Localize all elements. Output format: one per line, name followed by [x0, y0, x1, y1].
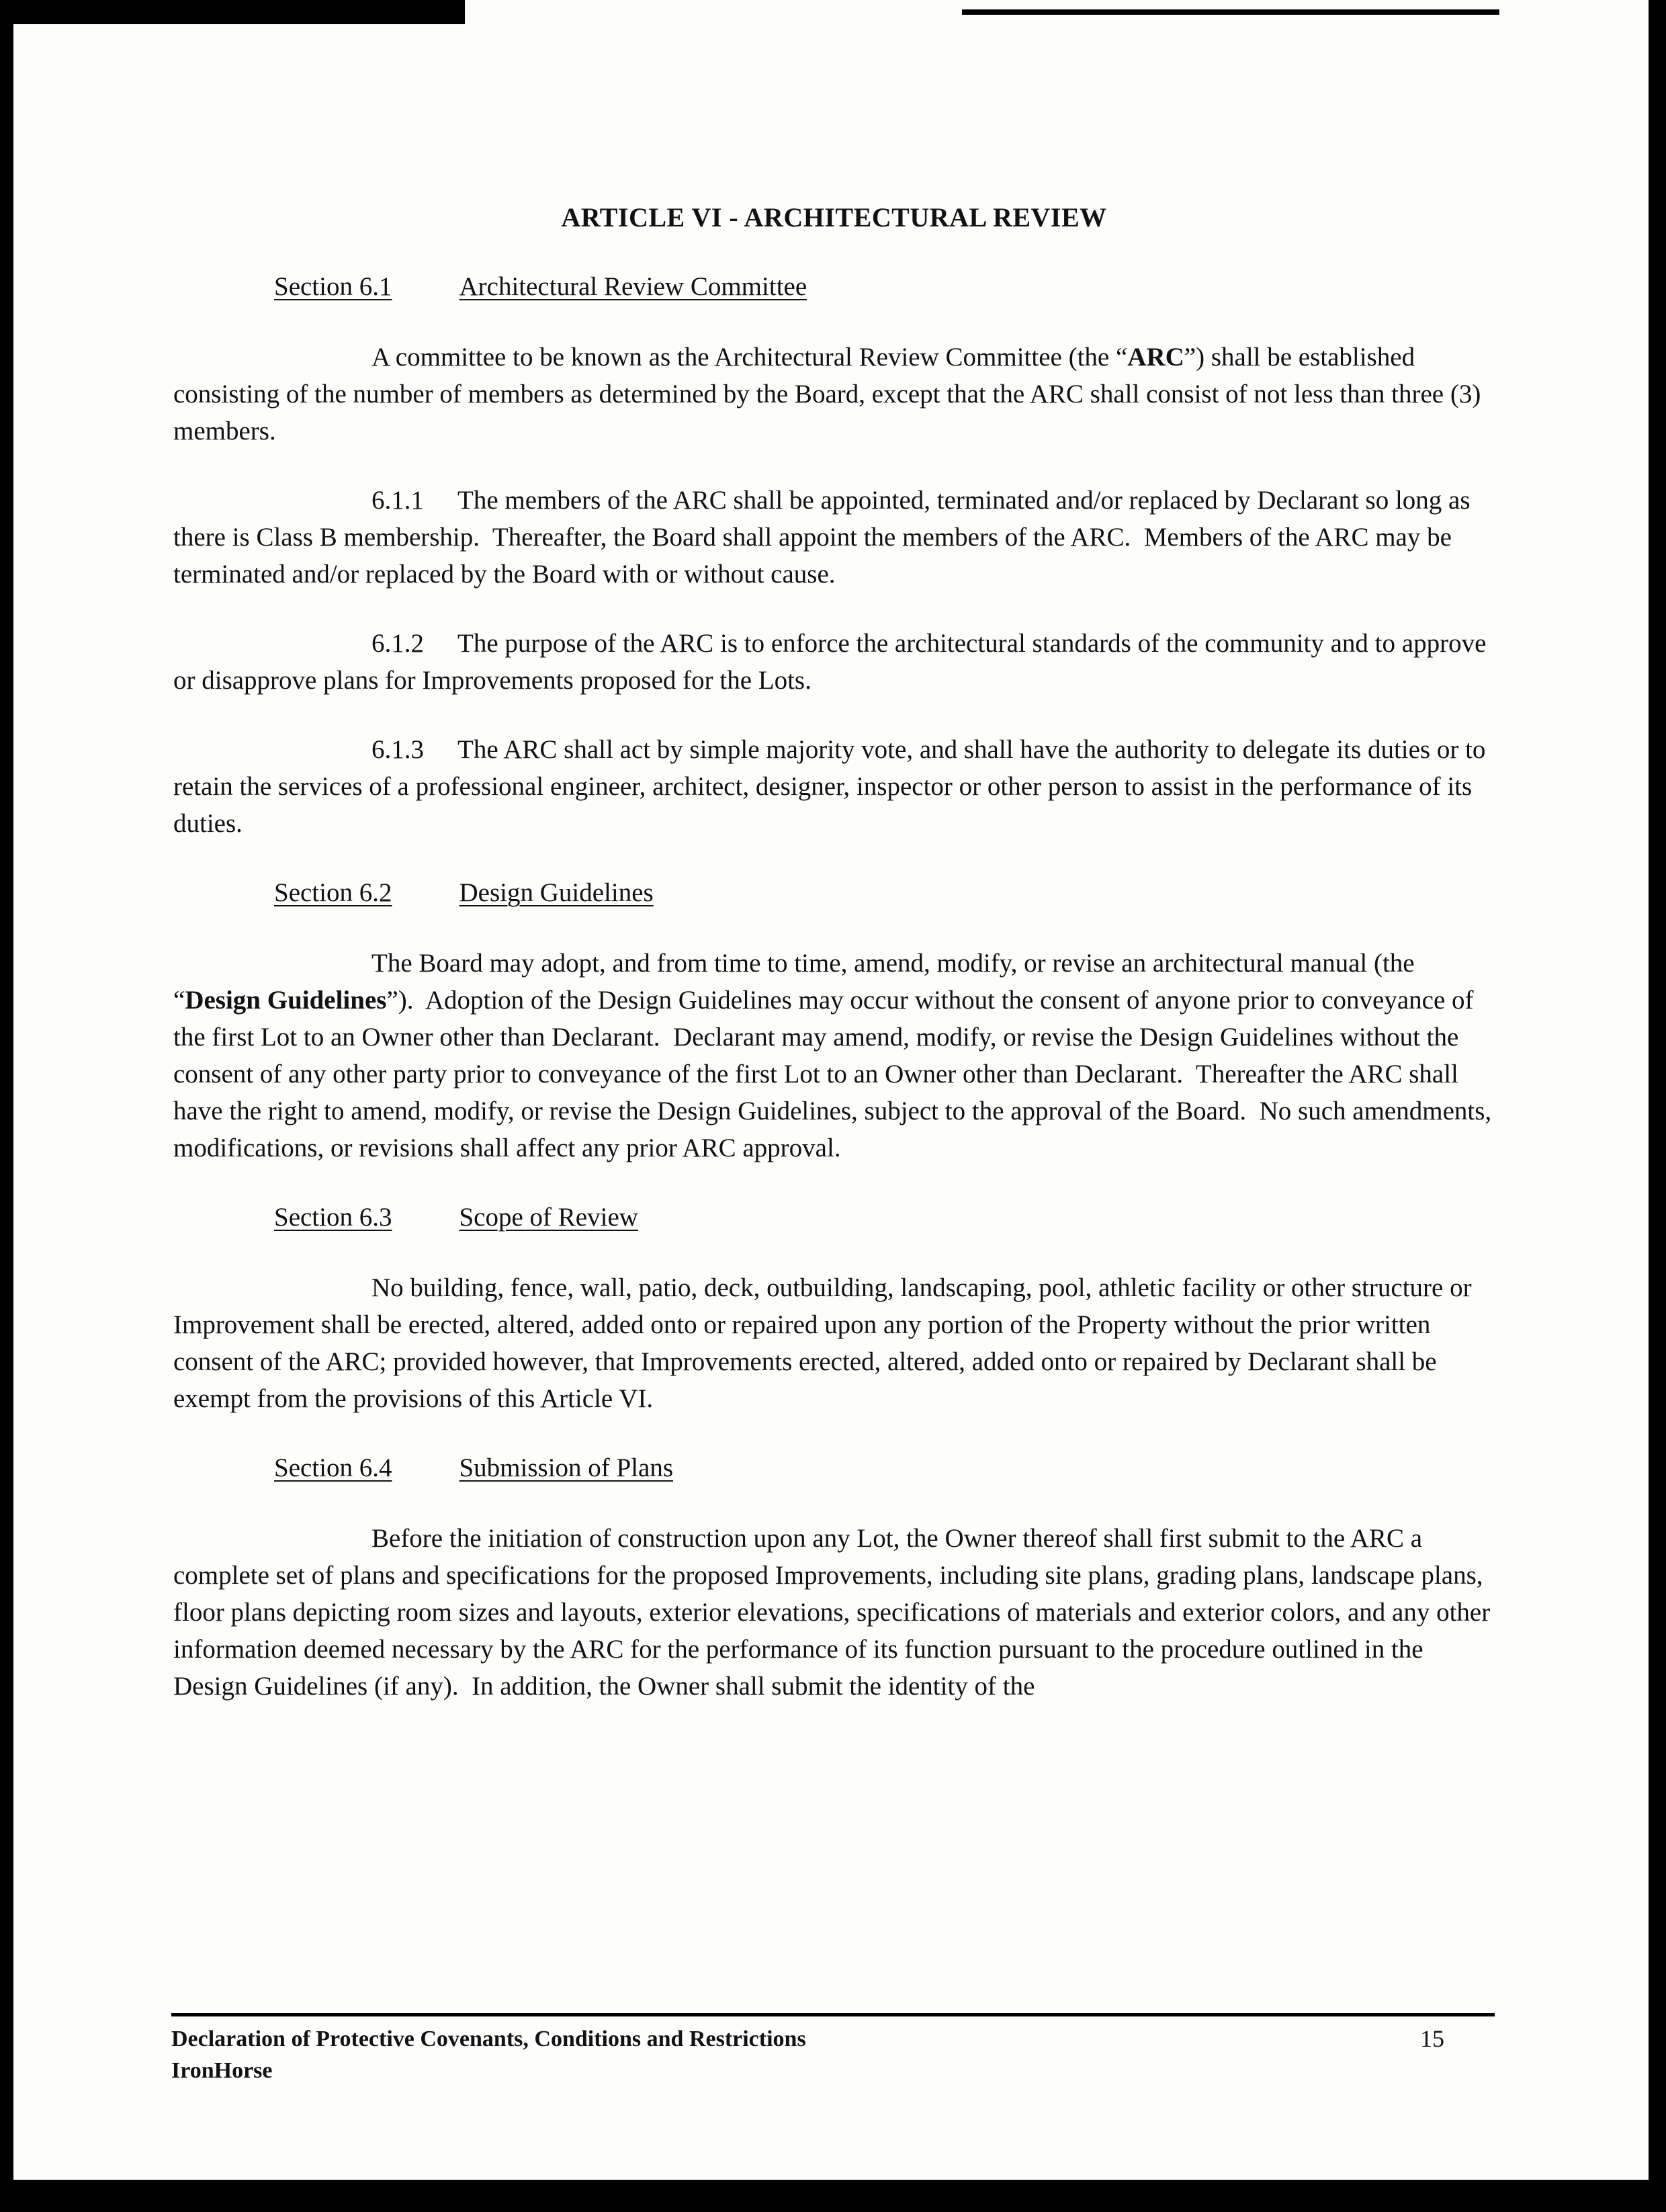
defined-term: Design Guidelines [185, 986, 387, 1015]
document-content [173, 202, 1498, 1737]
sections-container [173, 268, 1498, 1705]
body-text: A committee to be known as the Architectural Review Committee (the “ [371, 343, 1128, 372]
paragraph [173, 731, 1495, 842]
body-text: The purpose of the ARC is to enforce the architectural standards of the community and to approve or disapprove plans for Improvements proposed for the Lots. [173, 629, 1493, 695]
section-heading [274, 874, 1495, 911]
section-label: Section 6.3 [274, 1203, 392, 1232]
section-heading [274, 1449, 1495, 1486]
scan-artifact-top-left-bar [0, 0, 465, 24]
paragraph [173, 482, 1495, 593]
paragraph [173, 1269, 1495, 1417]
body-text: The members of the ARC shall be appointed, terminated and/or replaced by Declarant so long as there is Class B membership. Thereafter, the Board shall appoint the members of the ARC. Members of the ARC may be terminated and/or replaced by the Board with or without cause. [173, 486, 1477, 589]
clause-number: 6.1.3 [371, 735, 424, 764]
section-label: Section 6.2 [274, 878, 392, 907]
body-text: The ARC shall act by simple majority vote, and shall have the authority to delegate its duties or to retain the services of a professional engineer, architect, designer, inspector or other person to assist in the performance of its duties. [173, 735, 1493, 838]
body-text: ”) shall be established consisting of the number of members as determined by the Board, except that the ARC shall consist of not less than three (3) members. [173, 343, 1488, 445]
paragraph [173, 625, 1495, 699]
footer-document-subtitle: IronHorse [171, 2058, 273, 2083]
body-text: Before the initiation of construction upon any Lot, the Owner thereof shall first submit to the ARC a complete set of plans and specifications for the proposed Improvements, including site plans, grading plans, landscape plans, floor plans depicting room sizes and layouts, exterior elevations, specifications of materials and exterior colors, and any other information deemed necessary by the ARC for the performance of its function pursuant to the procedure outlined in the Design Guidelines (if any). In addition, the Owner shall submit the identity of the [173, 1524, 1497, 1701]
section-title: Design Guidelines [459, 878, 654, 907]
clause-number: 6.1.1 [371, 486, 424, 515]
section-heading [274, 1199, 1495, 1236]
defined-term: ARC [1127, 343, 1184, 372]
section-title: Submission of Plans [459, 1453, 674, 1482]
footer-document-title: Declaration of Protective Covenants, Conditions and Restrictions [171, 2027, 806, 2051]
paragraph [173, 945, 1498, 1166]
section-label: Section 6.1 [274, 272, 392, 301]
body-text: ”). Adoption of the Design Guidelines may occur without the consent of anyone prior to conveyance of the first Lot to an Owner other than Declarant. Declarant may amend, modify, or revise the Design Guidelines without the consent of any other party prior to conveyance of the first Lot to an Owner other than Declarant. Thereafter the ARC shall have the right to amend, modify, or revise the Design Guidelines, subject to the approval of the Board. No such amendments, modifications, or revisions shall affect any prior ARC approval. [173, 986, 1498, 1162]
body-text: No building, fence, wall, patio, deck, outbuilding, landscaping, pool, athletic facility or other structure or Improvement shall be erected, altered, added onto or repaired upon any portion of the Property without the prior written consent of the ARC; provided however, that Improvements erected, altered, added onto or repaired by Declarant shall be exempt from the provisions of this Article VI. [173, 1273, 1479, 1413]
scan-artifact-right-edge [1649, 0, 1666, 2212]
section-title: Scope of Review [459, 1203, 638, 1232]
section-title: Architectural Review Committee [459, 272, 807, 301]
paragraph [173, 339, 1495, 450]
page-footer [171, 2013, 1495, 2086]
paragraph [173, 1520, 1495, 1705]
article-title: ARTICLE VI - ARCHITECTURAL REVIEW [561, 202, 1107, 232]
clause-number: 6.1.2 [371, 629, 424, 658]
scan-artifact-bottom-bar [0, 2180, 1666, 2212]
section-label: Section 6.4 [274, 1453, 392, 1482]
page-number: 15 [1420, 2025, 1444, 2052]
scan-artifact-top-line [962, 9, 1499, 15]
footer-row [171, 2023, 1495, 2086]
footer-document-title-block [171, 2023, 806, 2086]
section-heading [274, 268, 1495, 305]
scan-artifact-left-edge [0, 0, 13, 2212]
body-text: The Board may adopt, and from time to time, amend, modify, or revise an architectural manual (the “ [173, 949, 1421, 1015]
